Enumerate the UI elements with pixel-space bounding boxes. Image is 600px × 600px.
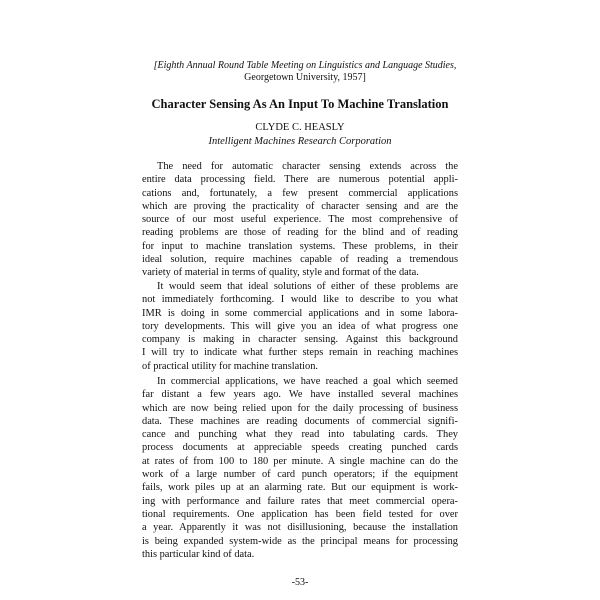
text-line: The need for automatic character sensing extends across the [157, 161, 458, 172]
text-line: process documents at appreciable speeds creating punched cards [142, 442, 458, 454]
text-line: which are now being relied upon for the daily processing of business [142, 402, 458, 414]
text-line: cance and punching what they read into tabulating cards. They [142, 429, 458, 441]
paper-title: Character Sensing As An Input To Machine Translation [151, 97, 449, 111]
text-line: is being expanded system-wide as the principal means for processing [142, 535, 458, 547]
text-line: work of a large number of card punch operators; if the equipment [142, 469, 458, 481]
text-line: IMR is doing in some commercial applications and in some labora- [142, 307, 458, 319]
conference-note-line-1: [Eighth Annual Round Table Meeting on Linguistics and Language Studies, [153, 60, 457, 71]
text-line: variety of material in terms of quality, style and format of the data. [142, 267, 419, 279]
text-line: cations and, fortunately, a few present commercial applications [142, 187, 458, 199]
page-number: -53- [291, 577, 309, 588]
text-line: data. These machines are reading documents of commercial signifi- [142, 415, 458, 427]
text-line: tional requirements. One application has been field tested for over [142, 508, 458, 520]
text-line: reading problems are those of reading for the blind and of reading [142, 227, 458, 239]
text-line: not immediately forthcoming. I would like to describe to you what [142, 294, 458, 306]
conference-note [140, 60, 470, 84]
text-line: for input to machine translation systems. These problems, in their [142, 240, 458, 252]
author-name: CLYDE C. HEASLY [255, 122, 345, 133]
text-line: In commercial applications, we have reached a goal which seemed [157, 376, 458, 387]
text-line: entire data processing field. There are numerous potential appli- [142, 174, 458, 186]
text-line: ing with performance and failure rates that meet commercial opera- [142, 495, 458, 507]
text-line: ideal solution, require machines capable of reading a tremendous [142, 254, 458, 266]
paragraph-2 [142, 280, 458, 373]
text-line: at rates of from 100 to 180 per minute. A single machine can do the [142, 455, 458, 467]
paragraph-3 [142, 375, 458, 561]
author-affiliation: Intelligent Machines Research Corporation [208, 136, 392, 147]
text-line: company is making in character sensing. Against this background [142, 334, 458, 346]
text-line: far distant a few years ago. We have installed several machines [142, 389, 458, 401]
text-line: this particular kind of data. [142, 548, 255, 560]
paragraph-1 [142, 160, 458, 280]
text-line: I will try to indicate what further steps remain in reaching machines [142, 347, 458, 359]
text-line: of practical utility for machine translation. [142, 360, 319, 372]
text-line: which are proving the practicality of character sensing and are the [142, 200, 458, 212]
conference-note-line-2: Georgetown University, 1957] [244, 72, 366, 83]
text-line: source of our most useful experience. The most comprehensive of [142, 214, 458, 226]
text-line: tory developments. This will give you an idea of what progress one [142, 320, 458, 332]
text-line: It would seem that ideal solutions of either of these problems are [157, 281, 458, 292]
text-line: fails, work piles up at an alarming rate. But our equipment is work- [142, 482, 458, 494]
text-line: a year. Apparently it was not disillusioning, because the installation [142, 522, 458, 534]
